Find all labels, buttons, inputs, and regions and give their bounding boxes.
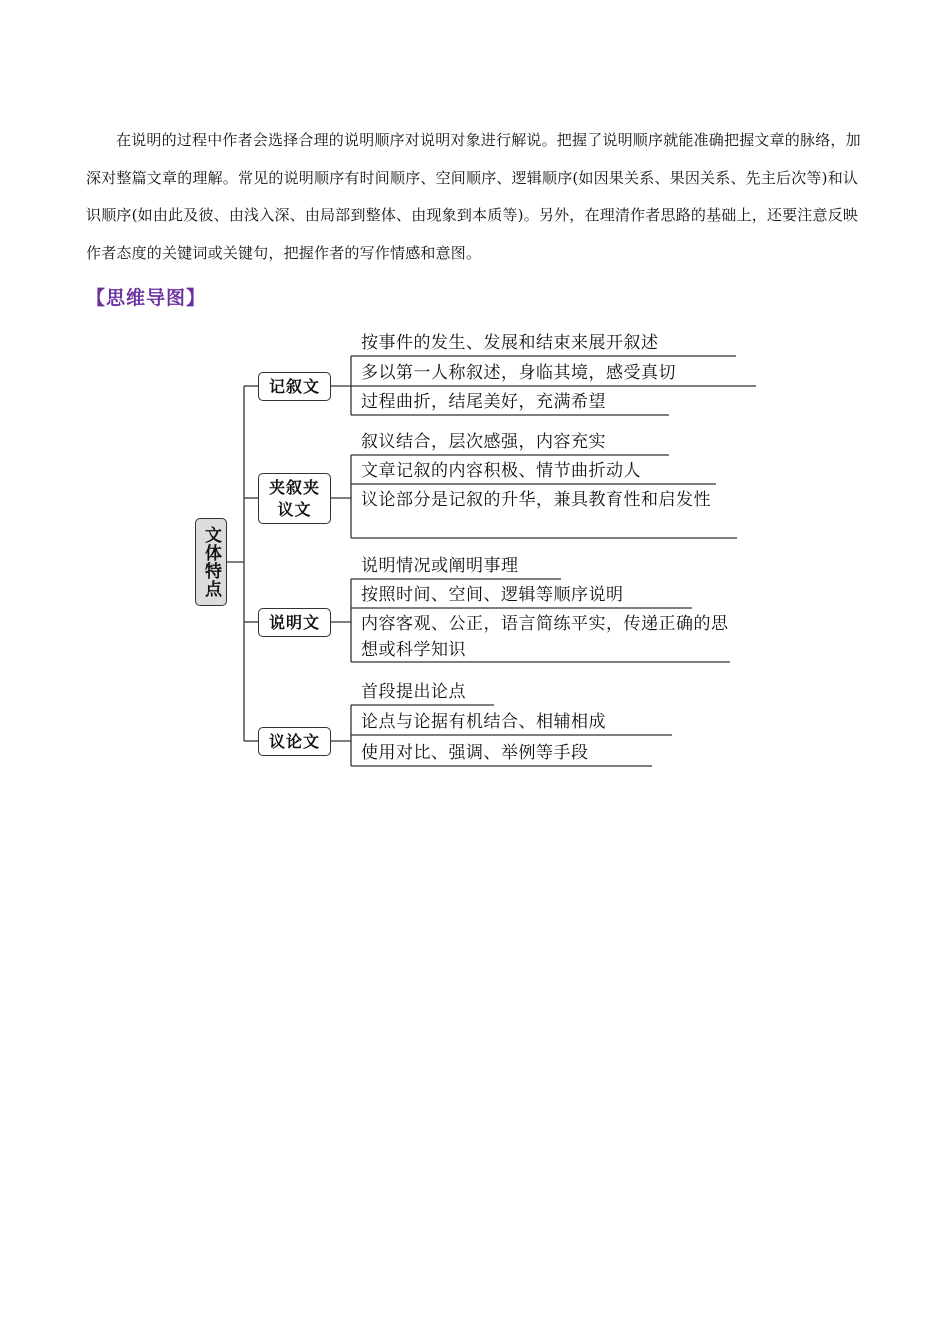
leaf-item: 文章记叙的内容积极、情节曲折动人: [361, 461, 641, 481]
leaf-item: 使用对比、强调、举例等手段: [361, 743, 589, 763]
section-heading: 【思维导图】: [86, 287, 207, 309]
leaf-item: 叙议结合，层次感强，内容充实: [361, 432, 606, 452]
leaf-item: 按事件的发生、发展和结束来展开叙述: [361, 333, 659, 353]
leaf-item: 说明情况或阐明事理: [361, 556, 519, 576]
branch-expository: 说明文: [258, 608, 331, 637]
leaf-item: 论点与论据有机结合、相辅相成: [361, 712, 606, 732]
leaf-item: 按照时间、空间、逻辑等顺序说明: [361, 585, 624, 605]
root-node: 文体特点: [195, 518, 227, 606]
branch-argumentative: 议论文: [258, 727, 331, 756]
branch-narrative: 记叙文: [258, 372, 331, 401]
branch-label-line1: 夹叙夹: [268, 477, 320, 497]
leaf-item: 多以第一人称叙述，身临其境，感受真切: [361, 363, 676, 383]
leaf-item: 议论部分是记叙的升华，兼具教育性和启发性: [361, 490, 711, 510]
leaf-item: 首段提出论点: [361, 682, 466, 702]
branch-label-line2: 议文: [277, 499, 312, 519]
intro-paragraph: 在说明的过程中作者会选择合理的说明顺序对说明对象进行解说。把握了说明顺序就能准确把握文章的脉络，加深对整篇文章的理解。常见的说明顺序有时间顺序、空间顺序、逻辑顺序(如因果关系、果因关系、先主后次等)和认识顺序(如由此及彼、由浅入深、由局部到整体、由现象到本质等)。另外，在理清作者思路的基础上，还要注意反映作者态度的关键词或关键句，把握作者的写作情感和意图。: [86, 131, 861, 262]
leaf-item: 内容客观、公正，语言简练平实，传递正确的思想或科学知识: [361, 614, 729, 660]
branch-narrative-argumentative: [258, 473, 331, 524]
leaf-item: 过程曲折，结尾美好，充满希望: [361, 392, 606, 412]
